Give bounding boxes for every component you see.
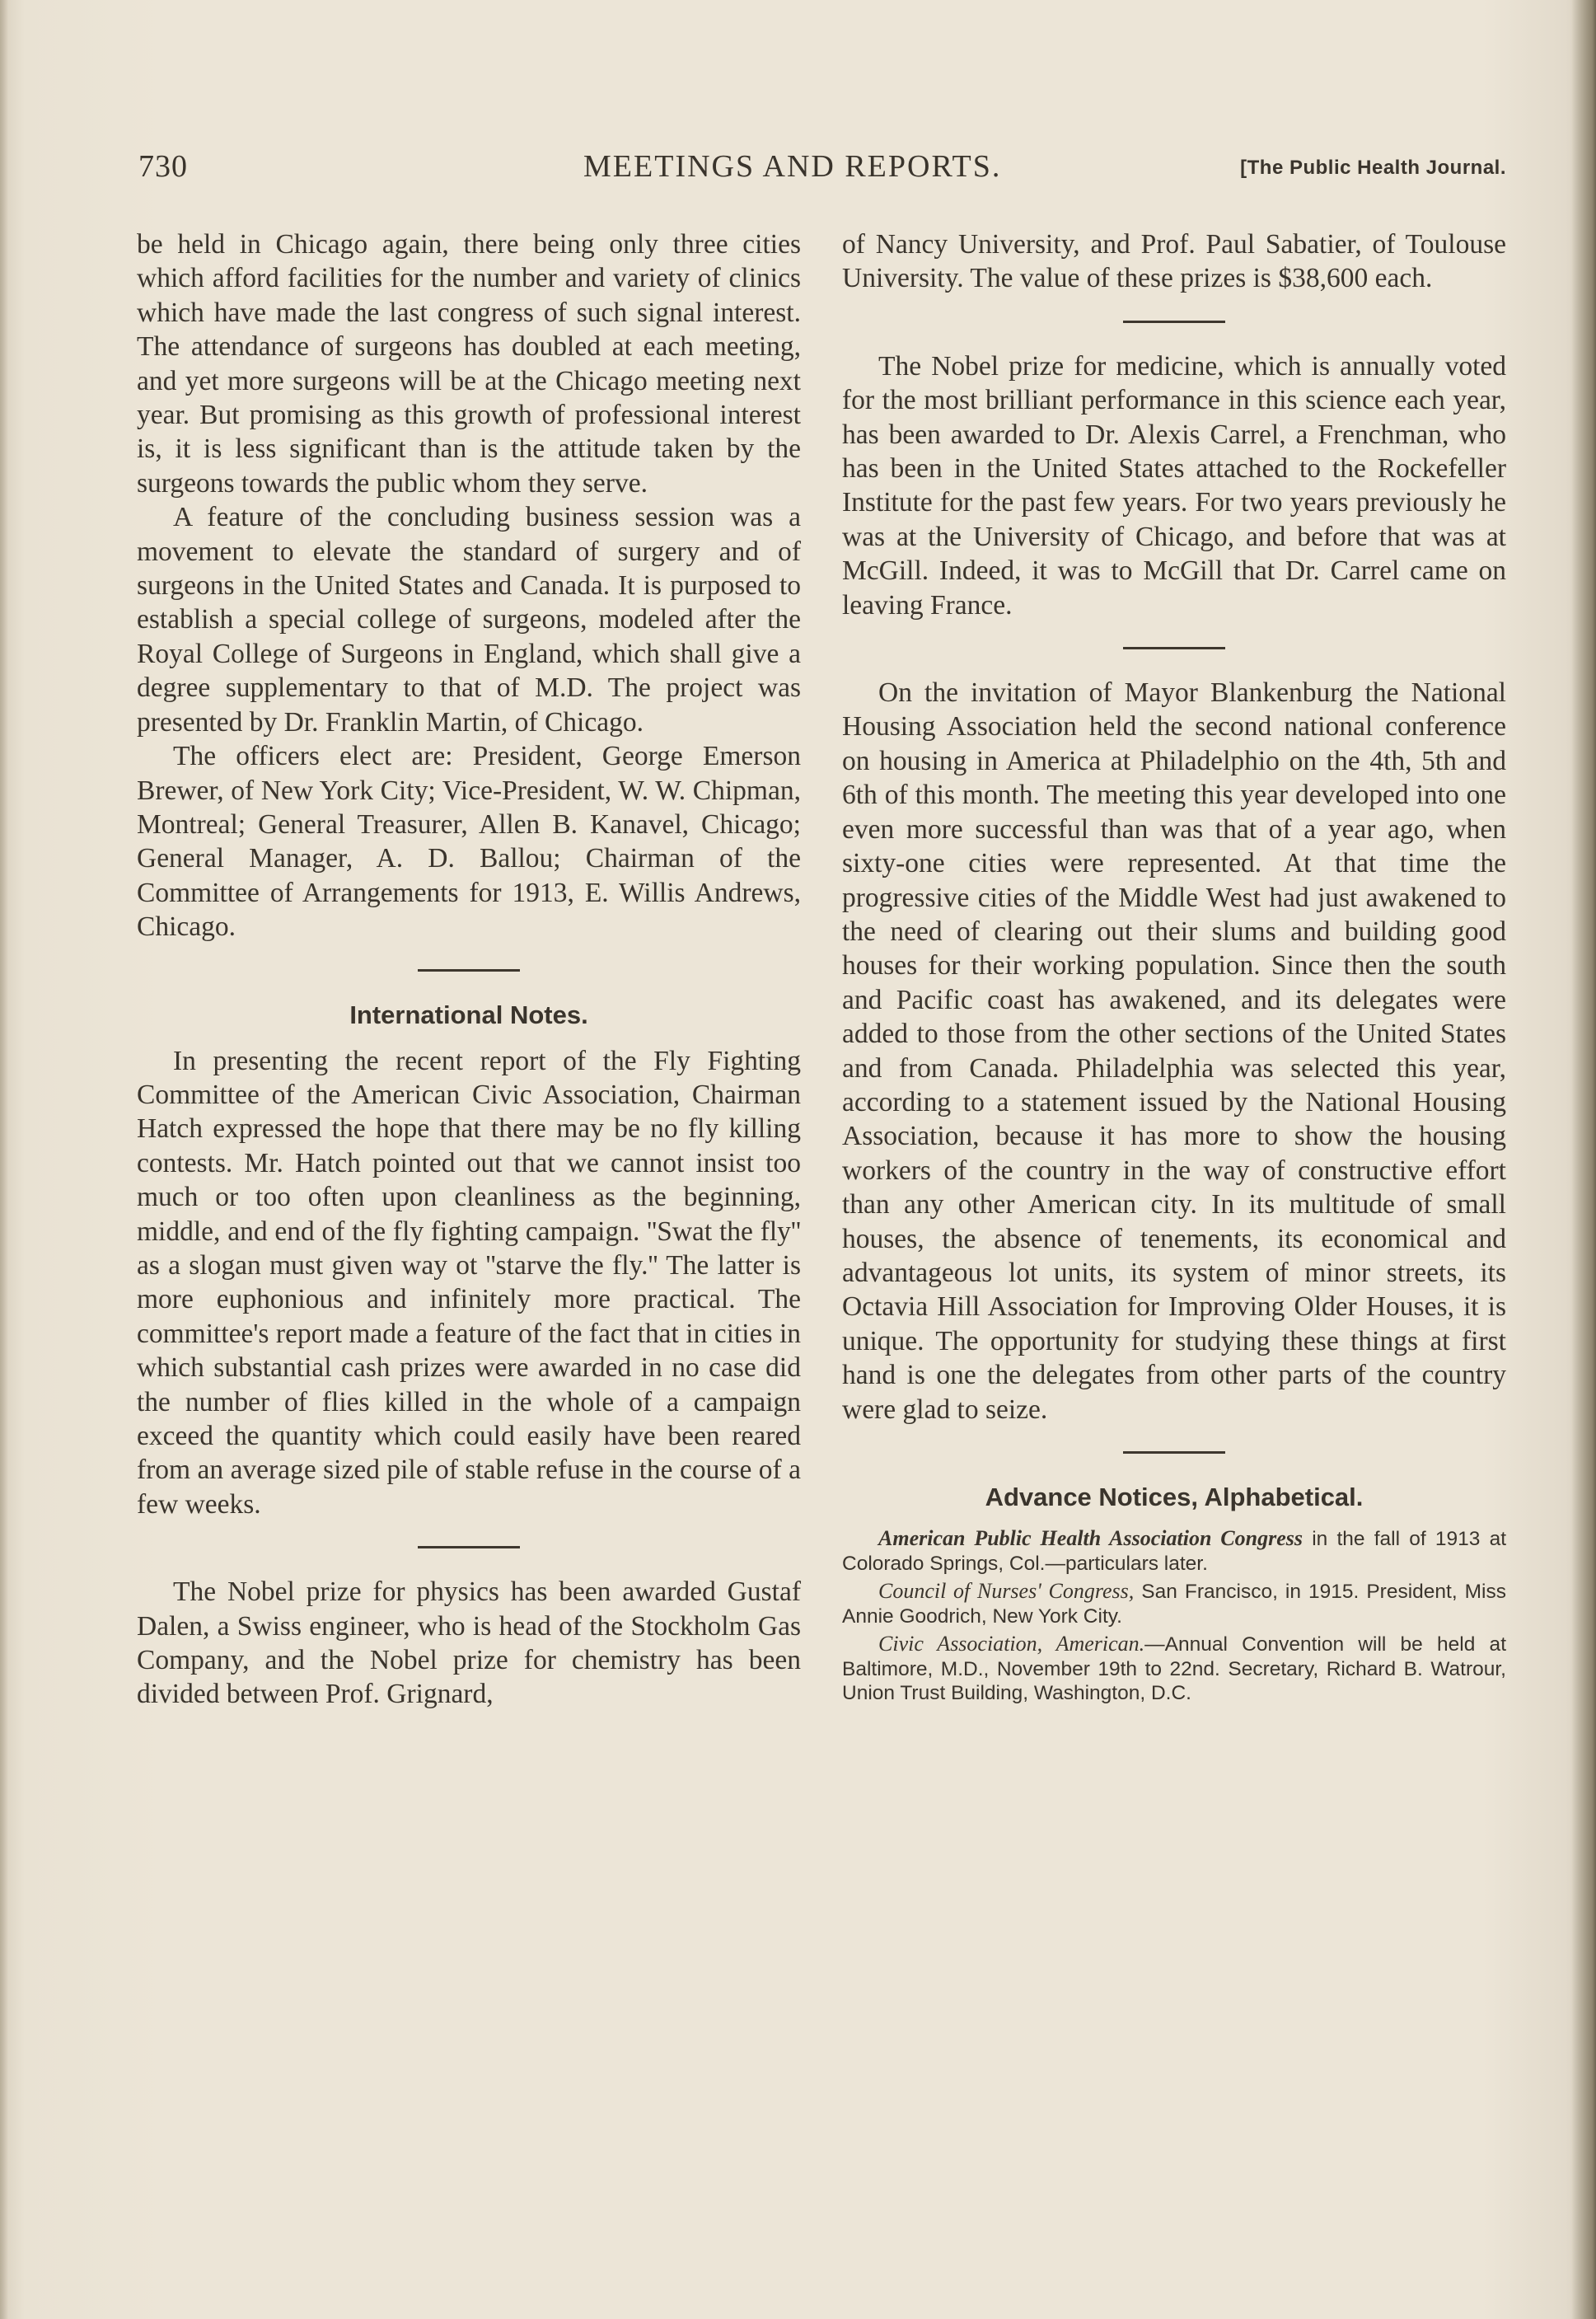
notice-item [842,1579,1506,1628]
paragraph: In presenting the recent report of the Fly Fighting Committee of the American Civic Association, Chairman Hatch expressed the hope that there may be no fly killing contests. Mr. Hatch pointed out that we cannot insist too much or too often upon cleanliness as the beginning, middle, and end of the fly fighting campaign. ''Swat the fly'' as a slogan must given way ot ''starve the fly.'' The latter is more euphonious and infinitely more practical. The committee's report made a feature of the fact that in cities in which substantial cash prizes were awarded in no case did the number of flies killed in the whole of a campaign exceed the quantity which could easily have been reared from an average sized pile of stable refuse in the course of a few weeks. [137,1045,801,1520]
journal-name: [The Public Health Journal. [1240,157,1506,179]
page-number: 730 [138,149,188,184]
notice-text: in the fall of 1913 at Colorado Springs, Col.—particulars later. [842,1528,1506,1575]
divider [1123,647,1225,649]
notice-name: Council of Nurses' Congress, [878,1579,1135,1603]
paragraph: On the invitation of Mayor Blankenburg the National Housing Association held the second national conference on housing in America at Philadelphio on the 4th, 5th and 6th of this month. The meeting this year developed into one even more successful than was that of a year ago, when sixty-one cities were represented. At that time the progressive cities of the Middle West had just awakened to the need of clearing out their slums and building good houses for their working population. Since then the south and Pacific coast has awakened, and its delegates were added to those from the other sections of the United States and from Canada. Philadelphia was selected this year, according to a statement issued by the National Housing Association, because it has more to show the housing workers of the country in the way of constructive effort than any other American city. In its multitude of small houses, the absence of tenements, its economical and advantageous lot units, its system of minor streets, its Octavia Hill Association for Improving Older Houses, it is unique. The opportunity for studying these things at first hand is one the delegates from other parts of the country were glad to seize. [842,677,1506,1425]
section-heading: International Notes. [349,1000,588,1029]
notice-item [842,1632,1506,1706]
paragraph: The Nobel prize for physics has been awarded Gustaf Dalen, a Swiss engineer, who is head of the Stockholm Gas Company, and the Nobel prize for chemistry has been divided between Prof. Grignard, [137,1576,801,1710]
section-title: MEETINGS AND REPORTS. [583,149,1002,184]
notice-name: Civic Association, American. [878,1632,1145,1656]
notice-text: —Annual Convention will be held at Baltimore, M.D., November 19th to 22nd. Secretary, Richard B. Watrour, Union Trust Building, Washington, D.C. [842,1633,1506,1704]
paragraph: be held in Chicago again, there being only three cities which afford facilities for the number and variety of clinics which have made the last congress of such signal interest. The attendance of surgeons has doubled at each meeting, and yet more surgeons will be at the Chicago meeting next year. But promising as this growth of professional interest is, it is less significant than is the attitude taken by the surgeons towards the public whom they serve. [137,229,801,499]
right-column [842,227,1506,1709]
section-heading: Advance Notices, Alphabetical. [985,1483,1364,1511]
divider [418,1546,520,1548]
paragraph: A feature of the concluding business session was a movement to elevate the standard of surgery and of surgeons in the United States and Canada. It is purposed to establish a special college of surgeons, modeled after the Royal College of Surgeons in England, which shall give a degree supplementary to that of M.D. The project was presented by Dr. Franklin Martin, of Chicago. [137,502,801,738]
notice-name: American Public Health Association Congress [878,1526,1303,1550]
running-head [138,148,1506,190]
paragraph: The officers elect are: President, George Emerson Brewer, of New York City; Vice-President, W. W. Chipman, Montreal; General Treasurer, Allen B. Kanavel, Chicago; General Manager, A. D. Ballou; Chairman of the Committee of Arrangements for 1913, E. Willis Andrews, Chicago. [137,741,801,943]
page-edge-shadow [1571,0,1596,2319]
paragraph: of Nancy University, and Prof. Paul Sabatier, of Toulouse University. The value of these prizes is $38,600 each. [842,229,1506,294]
notice-item [842,1526,1506,1576]
left-column [137,227,801,1712]
page-spine-shadow [0,0,8,2319]
divider [418,969,520,972]
notice-text: San Francisco, in 1915. President, Miss Annie Goodrich, New York City. [842,1581,1507,1628]
divider [1123,1451,1225,1454]
paragraph: The Nobel prize for medicine, which is annually voted for the most brilliant performance in this science each year, has been awarded to Dr. Alexis Carrel, a Frenchman, who has been in the United States attached to the Rockefeller Institute for the past few years. For two years previously he was at the University of Chicago, and before that was at McGill. Indeed, it was to McGill that Dr. Carrel came on leaving France. [842,350,1506,621]
divider [1123,321,1225,323]
